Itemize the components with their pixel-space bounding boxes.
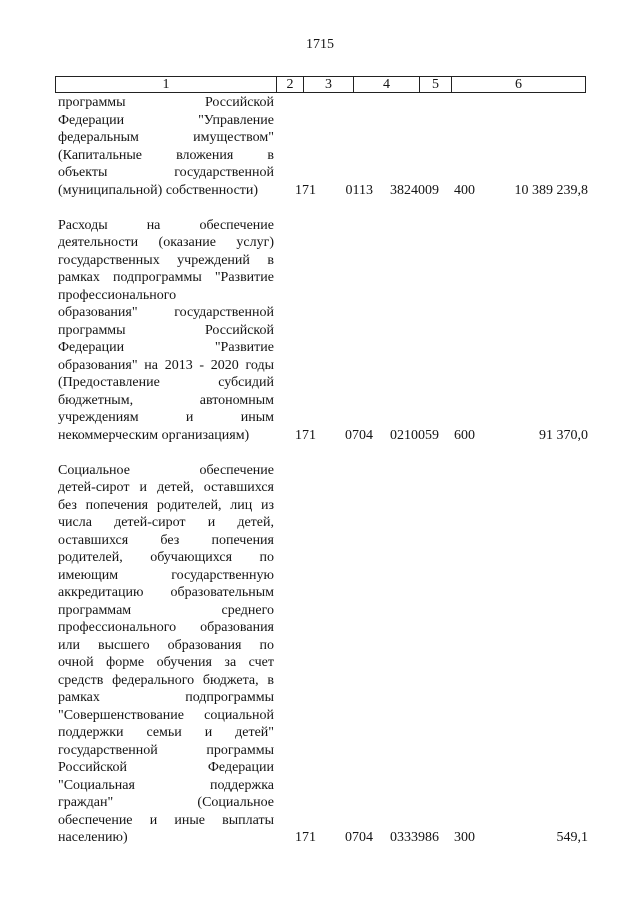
- table-row: [58, 217, 588, 445]
- amount-cell: 549,1: [556, 830, 588, 845]
- target-article-cell: 0333986: [390, 830, 439, 845]
- page-number: 1715: [306, 37, 334, 52]
- header-col-3: 3: [303, 77, 353, 92]
- ministry-code-cell: 171: [295, 182, 316, 198]
- description-line: (Капитальные вложения в: [58, 147, 274, 163]
- description-line: Расходы на обеспечение: [58, 217, 274, 233]
- description-line: образования" на 2013 - 2020 годы: [58, 357, 274, 373]
- target-article-cell: 3824009: [390, 182, 439, 198]
- expense-type-cell: 400: [454, 182, 475, 198]
- description-line: программы Российской: [58, 322, 274, 338]
- section-code-cell: 0704: [345, 427, 373, 443]
- description-line: объекты государственной: [58, 165, 274, 180]
- ministry-code-cell: 171: [295, 427, 316, 443]
- description-line: имеющим государственную: [58, 567, 274, 583]
- description-line: (Предоставление субсидий: [58, 375, 274, 390]
- ministry-code-cell: 171: [295, 830, 316, 845]
- amount-cell: 10 389 239,8: [514, 182, 588, 198]
- table-body: [58, 94, 588, 847]
- description-line: Российской Федерации: [58, 760, 274, 775]
- header-col-1: 1: [162, 77, 170, 92]
- expense-type-cell: 600: [454, 427, 475, 443]
- description-line: "Совершенствование социальной: [58, 707, 274, 723]
- expense-type-cell: 300: [454, 830, 475, 845]
- section-code-cell: 0113: [345, 182, 373, 198]
- description-line: федеральным имуществом": [58, 130, 274, 145]
- description-line: родителей, обучающихся по: [58, 550, 274, 565]
- description-line: Федерации "Развитие: [58, 340, 274, 355]
- description-line: "Социальная поддержка: [58, 777, 274, 793]
- description-line: образования" государственной: [58, 305, 274, 320]
- row-description: [58, 94, 274, 199]
- table-header: [55, 76, 586, 93]
- description-line: программы Российской: [58, 95, 274, 110]
- table-row: [58, 94, 588, 199]
- description-line: граждан" (Социальное: [58, 795, 274, 810]
- amount-cell: 91 370,0: [539, 427, 588, 443]
- section-code-cell: 0704: [345, 830, 373, 845]
- description-line: бюджетным, автономным: [58, 392, 274, 408]
- description-line: оставшихся без попечения: [58, 532, 274, 548]
- description-line: учреждениям и иным: [58, 410, 274, 425]
- description-line: средств федерального бюджета, в: [58, 672, 274, 688]
- description-line: государственной программы: [58, 742, 274, 758]
- description-line: детей-сирот и детей, оставшихся: [58, 480, 274, 495]
- description-line: государственных учреждений в: [58, 252, 274, 268]
- target-article-cell: 0210059: [390, 427, 439, 443]
- description-line: рамках подпрограммы: [58, 690, 274, 705]
- row-description: [58, 217, 274, 445]
- description-line: программам среднего: [58, 602, 274, 618]
- description-line: или высшего образования по: [58, 637, 274, 653]
- row-description: [58, 462, 274, 847]
- description-line: деятельности (оказание услуг): [58, 235, 274, 250]
- description-line: обеспечение и иные выплаты: [58, 812, 274, 828]
- header-col-2: 2: [276, 77, 303, 92]
- description-line: очной форме обучения за счет: [58, 655, 274, 670]
- description-line: без попечения родителей, лиц из: [58, 497, 274, 513]
- description-line: профессионального образования: [58, 620, 274, 635]
- header-col-6: 6: [451, 77, 585, 92]
- description-line: поддержки семьи и детей": [58, 725, 274, 740]
- description-line: (муниципальной) собственности): [58, 182, 259, 198]
- description-line: Социальное обеспечение: [58, 462, 274, 478]
- description-line: рамках подпрограммы "Развитие: [58, 270, 274, 285]
- description-line: аккредитацию образовательным: [58, 585, 274, 600]
- description-line: некоммерческим организациям): [58, 427, 250, 443]
- header-col-5: 5: [419, 77, 451, 92]
- description-line: Федерации "Управление: [58, 112, 274, 128]
- table-row: [58, 462, 588, 847]
- description-line: профессионального: [58, 287, 177, 303]
- description-line: числа детей-сирот и детей,: [58, 515, 274, 530]
- header-col-4: 4: [353, 77, 419, 92]
- description-line: населению): [58, 830, 128, 845]
